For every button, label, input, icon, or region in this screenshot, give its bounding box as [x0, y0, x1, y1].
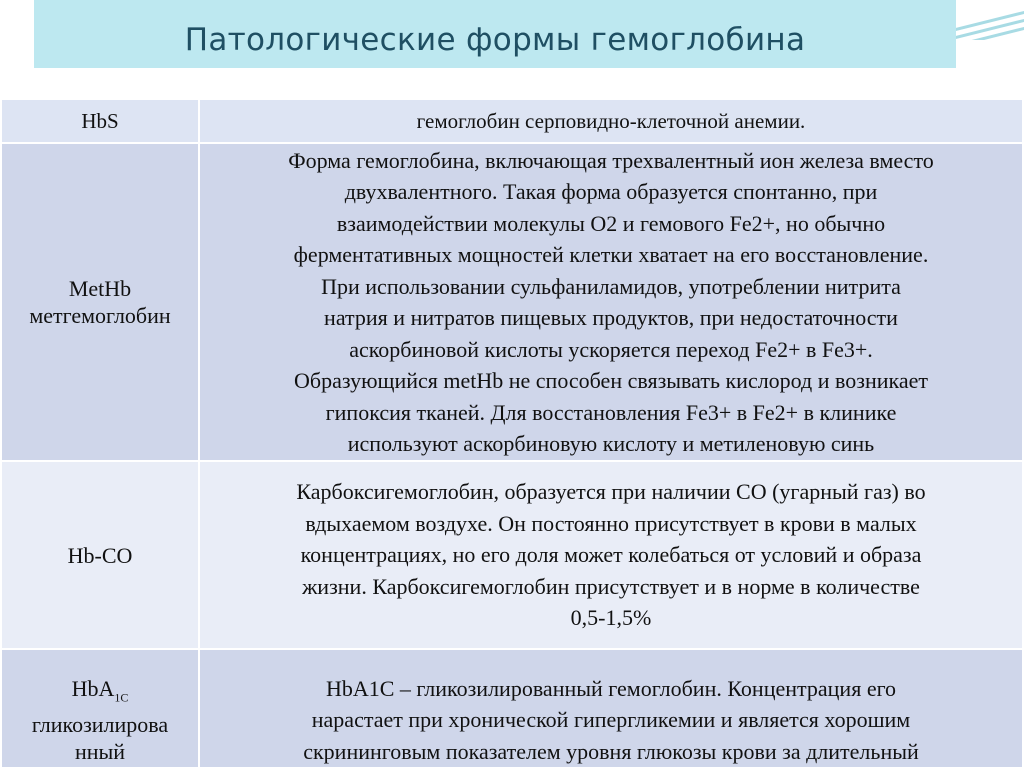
description-line: используют аскорбиновую кислоту и метиленовую синь [347, 431, 875, 456]
description-line: концентрациях, но его доля может колебаться от условий и образа [300, 542, 922, 568]
row-label-name: MetHb [68, 276, 132, 301]
slide-title: Патологические формы гемоглобина [184, 22, 806, 58]
table-row-methb [1, 143, 1023, 461]
row-label-name-line3: нный [74, 739, 126, 765]
table-row-hba1c [1, 649, 1023, 767]
row-description-hbco [199, 461, 1023, 649]
title-bar [34, 0, 956, 68]
description-line: При использовании сульфаниламидов, употреблении нитрита [321, 273, 901, 299]
description-line: аскорбиновой кислоты ускоряется переход Fe2+ в Fe3+. [349, 336, 873, 362]
description-line: натрия и нитратов пищевых продуктов, при недостаточности [324, 305, 898, 330]
description-line: взаимодействии молекулы О2 и гемового Fe2+, но обычно [336, 210, 886, 236]
row-description-hbs [199, 99, 1023, 143]
description-line: 0,5-1,5% [570, 605, 652, 631]
description-line: Форма гемоглобина, включающая трехвалентный ион железа вместо [288, 147, 934, 173]
description-line: Карбоксигемоглобин, образуется при наличии СО (угарный газ) во [296, 479, 926, 505]
description-line: ферментативных мощностей клетки хватает на его восстановление. [293, 242, 929, 267]
row-label-name: HbS [81, 108, 119, 133]
row-label-name-line2: метгемоглобин [29, 303, 171, 328]
row-description-methb [199, 143, 1023, 461]
description-line: скрининговым показателем уровня глюкозы крови за длительный [303, 738, 919, 764]
description-line: гемоглобин серповидно-клеточной анемии. [416, 108, 806, 133]
description-line: Образующийся metHb не способен связывать кислород и возникает [294, 368, 928, 393]
row-label-name: HbA [71, 675, 115, 701]
row-label-hbs [1, 99, 199, 143]
table-row-hbs [1, 99, 1023, 143]
row-label-hbco [1, 461, 199, 649]
row-label-methb [1, 143, 199, 461]
row-label-subscript: 1C [114, 690, 129, 705]
table-row-hbco [1, 461, 1023, 649]
row-description-hba1c [199, 649, 1023, 767]
description-line: HbA1C – гликозилированный гемоглобин. Концентрация его [325, 675, 897, 701]
description-line: двухвалентного. Такая форма образуется спонтанно, при [344, 179, 878, 204]
description-line: нарастает при хронической гипергликемии и является хорошим [311, 707, 911, 733]
description-line: гипоксия тканей. Для восстановления Fe3+ в Fe2+ в клинике [325, 399, 897, 425]
row-label-hba1c [1, 649, 199, 767]
row-label-name-line2: гликозилирова [31, 712, 169, 738]
row-label-name: Hb-CO [67, 542, 133, 568]
description-line: вдыхаемом воздухе. Он постоянно присутствует в крови в малых [305, 510, 917, 536]
description-line: жизни. Карбоксигемоглобин присутствует и в норме в количестве [302, 573, 920, 599]
hemoglobin-table [0, 98, 1024, 767]
